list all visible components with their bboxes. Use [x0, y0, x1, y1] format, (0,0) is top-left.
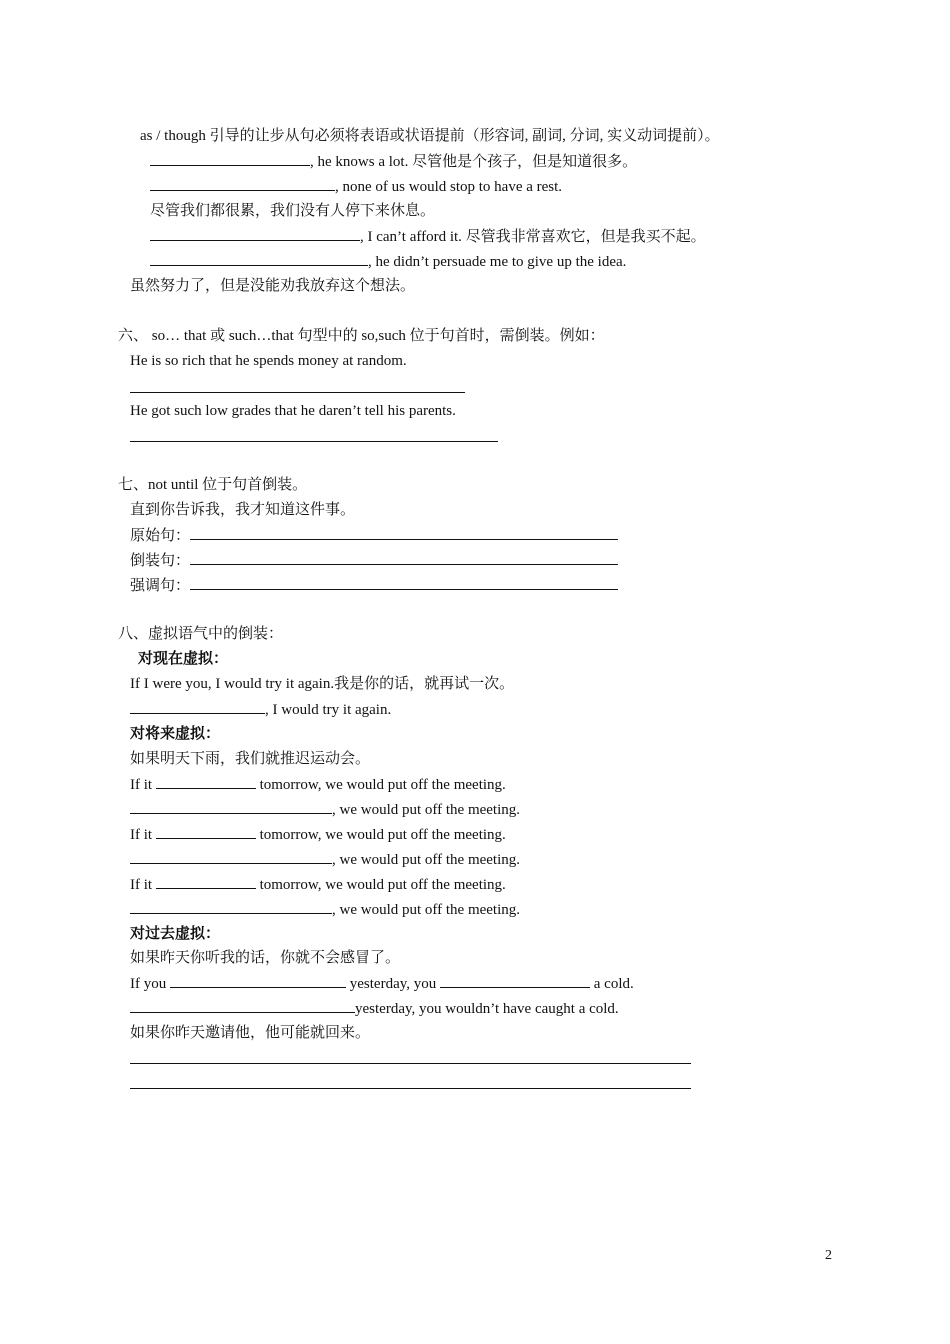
- sec5-ex1-text: , he knows a lot. 尽管他是个孩子，但是知道很多。: [310, 154, 638, 170]
- answer-line[interactable]: [130, 1088, 691, 1089]
- answer-blank[interactable]: [440, 973, 590, 988]
- tomorrow-text: tomorrow, we would put off the meeting.: [255, 827, 506, 843]
- answer-blank[interactable]: [156, 874, 256, 889]
- sec5-ex3-text: , I can’t afford it. 尽管我非常喜欢它，但是我买不起。: [360, 229, 706, 245]
- sec8-heading: 八、虚拟语气中的倒装：: [118, 626, 284, 642]
- answer-line[interactable]: [130, 392, 465, 393]
- sec5-ex4-text: , he didn’t persuade me to give up the idea.: [368, 254, 627, 270]
- sec8-present-s1: If I were you, I would try it again.我是你的话，就再试一次。: [130, 676, 515, 692]
- answer-line[interactable]: [130, 1063, 691, 1064]
- answer-blank[interactable]: [130, 699, 265, 714]
- sec8-future-cn: 如果明天下雨，我们就推迟运动会。: [130, 751, 371, 767]
- sec5-ex4-cn: 虽然努力了，但是没能劝我放弃这个想法。: [130, 278, 416, 294]
- sec8-future-if-2: [130, 824, 506, 844]
- if-it-text: If it: [130, 877, 153, 893]
- answer-blank[interactable]: [150, 151, 310, 166]
- sec8-present-title: 对现在虚拟：: [138, 651, 229, 667]
- sec8-past-cn-2: 如果你昨天邀请他，他可能就回来。: [130, 1025, 371, 1041]
- if-you-text: If you: [130, 976, 167, 992]
- a-cold-text: a cold.: [590, 976, 634, 992]
- page-number: 2: [825, 1248, 832, 1263]
- sec8-past-inv: [130, 998, 619, 1018]
- answer-blank[interactable]: [130, 899, 332, 914]
- answer-blank[interactable]: [150, 251, 368, 266]
- sec7-original: [130, 525, 618, 545]
- sec8-future-inv-2: [130, 849, 520, 869]
- if-it-text: If it: [130, 777, 153, 793]
- sec8-future-title: 对将来虚拟：: [130, 726, 221, 742]
- answer-blank[interactable]: [130, 849, 332, 864]
- answer-line[interactable]: [130, 441, 498, 442]
- sec8-past-if: [130, 973, 634, 993]
- answer-blank[interactable]: [156, 824, 256, 839]
- sec8-future-if-3: [130, 874, 506, 894]
- answer-blank[interactable]: [190, 525, 618, 540]
- tomorrow-text: tomorrow, we would put off the meeting.: [255, 777, 506, 793]
- answer-blank[interactable]: [130, 799, 332, 814]
- answer-blank[interactable]: [130, 998, 355, 1013]
- wouldnt-text: yesterday, you wouldn’t have caught a cold.: [355, 1001, 619, 1017]
- if-it-text: If it: [130, 827, 153, 843]
- sec7-cn: 直到你告诉我，我才知道这件事。: [130, 502, 356, 518]
- put-off-text: , we would put off the meeting.: [332, 902, 521, 918]
- answer-blank[interactable]: [150, 176, 335, 191]
- sec8-future-if-1: [130, 774, 506, 794]
- sec8-present-s2: [130, 699, 391, 719]
- sec8-past-title: 对过去虚拟：: [130, 926, 221, 942]
- sec7-inverted: [130, 550, 618, 570]
- sec8-present-s2-text: , I would try it again.: [265, 702, 392, 718]
- sec6-heading: 六、 so… that 或 such…that 句型中的 so,such 位于句首时，需倒装。例如：: [118, 328, 605, 344]
- sec5-ex4: [150, 251, 626, 271]
- sec7-emphatic: [130, 575, 618, 595]
- sec8-future-inv-1: [130, 799, 520, 819]
- sec5-ex2: [150, 176, 562, 196]
- answer-blank[interactable]: [156, 774, 256, 789]
- sec5-ex1: [150, 151, 637, 171]
- sec7-original-label: 原始句：: [130, 528, 191, 544]
- sec8-future-inv-3: [130, 899, 520, 919]
- answer-blank[interactable]: [190, 575, 618, 590]
- sec8-past-cn-1: 如果昨天你听我的话，你就不会感冒了。: [130, 950, 401, 966]
- put-off-text: , we would put off the meeting.: [332, 802, 521, 818]
- sec7-inverted-label: 倒装句：: [130, 553, 191, 569]
- yesterday-you-text: yesterday, you: [346, 976, 440, 992]
- sec6-sentence-2: He got such low grades that he daren’t tell his parents.: [130, 403, 456, 419]
- sec6-sentence-1: He is so rich that he spends money at random.: [130, 353, 407, 369]
- sec7-heading: 七、not until 位于句首倒装。: [118, 477, 308, 493]
- sec5-ex2-text: , none of us would stop to have a rest.: [335, 179, 563, 195]
- answer-blank[interactable]: [170, 973, 346, 988]
- answer-blank[interactable]: [150, 226, 360, 241]
- sec5-ex2-cn: 尽管我们都很累，我们没有人停下来休息。: [150, 203, 436, 219]
- tomorrow-text: tomorrow, we would put off the meeting.: [255, 877, 506, 893]
- sec7-emphatic-label: 强调句：: [130, 578, 191, 594]
- put-off-text: , we would put off the meeting.: [332, 852, 521, 868]
- answer-blank[interactable]: [190, 550, 618, 565]
- sec5-ex3: [150, 226, 706, 246]
- sec5-intro: as / though 引导的让步从句必须将表语或状语提前（形容词, 副词, 分词, 实义动词提前）。: [140, 128, 720, 144]
